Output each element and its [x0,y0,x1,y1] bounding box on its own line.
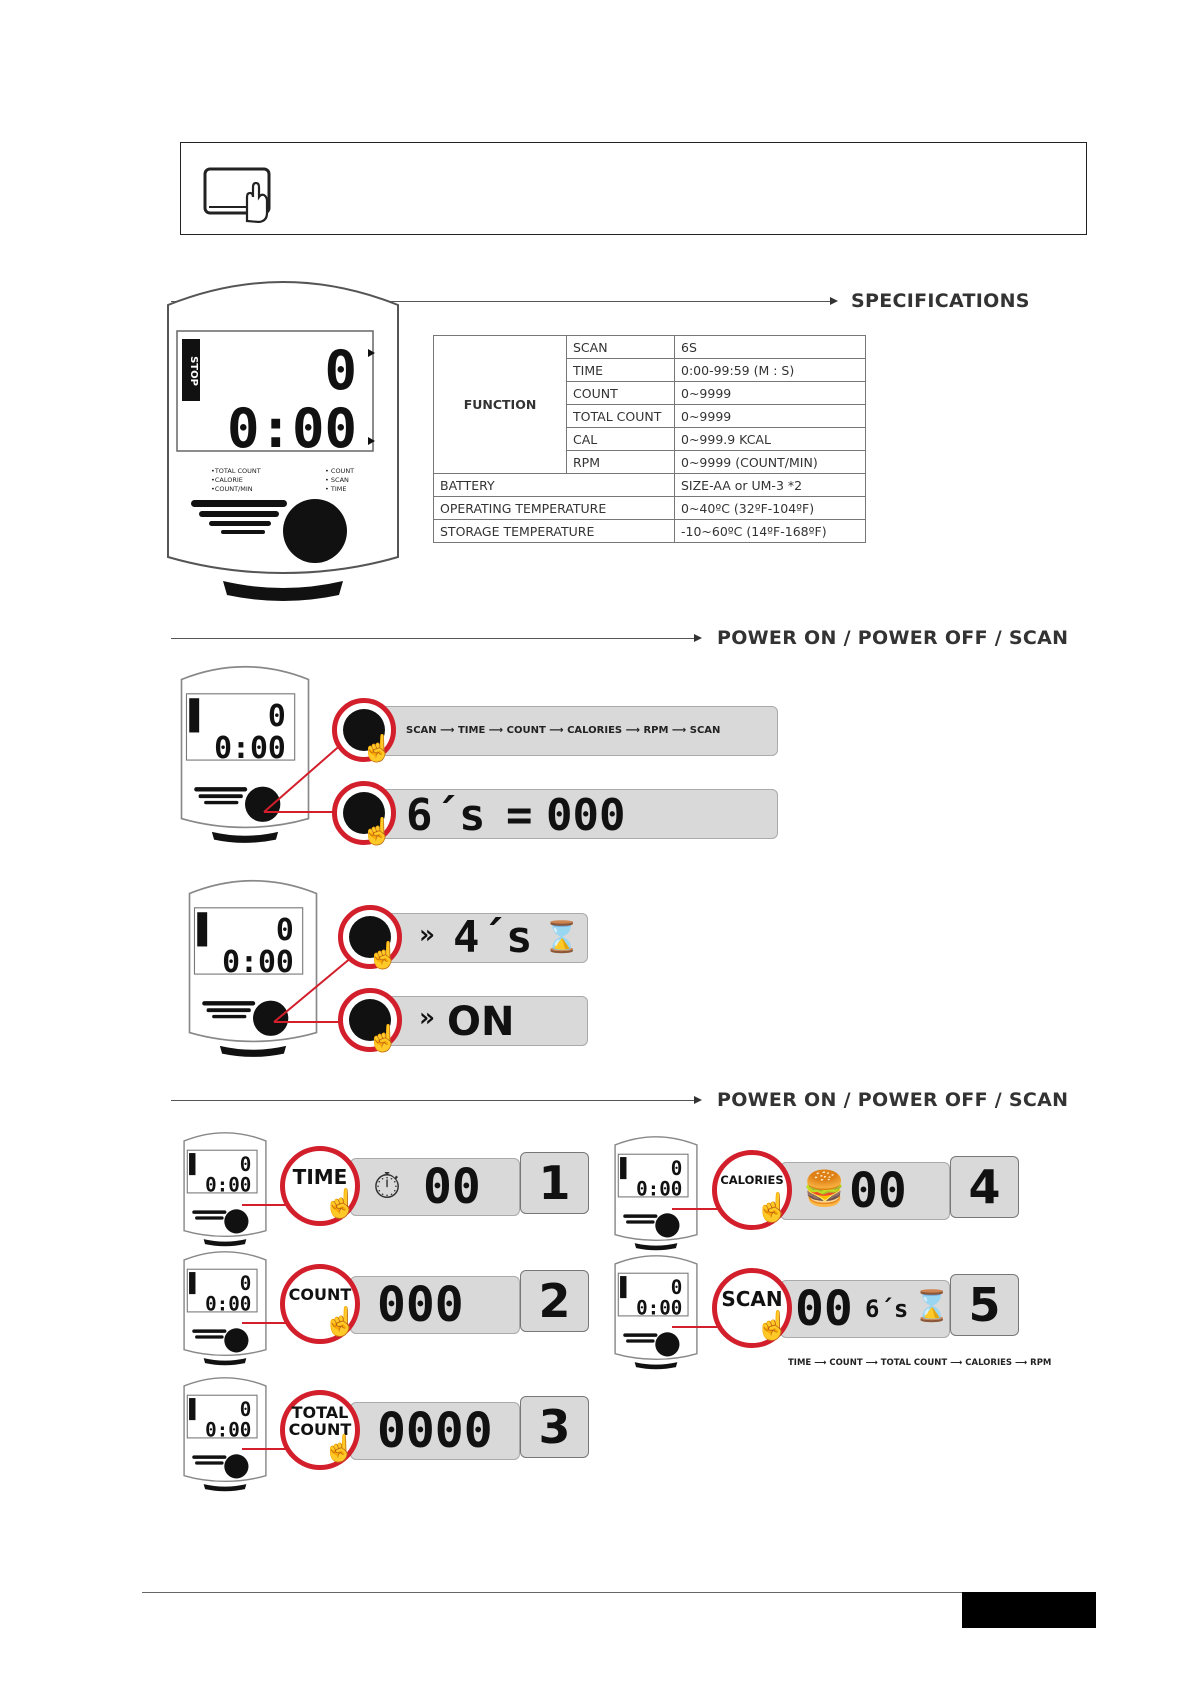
time-mode-bar [350,1158,520,1216]
time-mode-ring [280,1146,360,1226]
power-section-title: POWER ON / POWER OFF / SCAN [717,627,1069,649]
svg-text:0: 0 [670,1156,683,1180]
hand-pointer-icon: ☝ [367,940,400,970]
svg-text:0: 0 [239,1152,252,1176]
scan-mode-time: 6´s [865,1295,909,1323]
note-box [180,142,1087,235]
sequence-item: COUNT [829,1358,863,1368]
sequence-item: RPM [1030,1358,1052,1368]
spec-value: 0~9999 (COUNT/MIN) [675,451,866,474]
svg-text:0:00: 0:00 [214,730,286,766]
svg-text:0: 0 [670,1275,683,1299]
time-mode-value: 00 [423,1159,481,1215]
svg-text:0: 0 [275,912,294,948]
calories-mode-value: 00 [849,1163,907,1219]
mode-number: 4 [950,1156,1019,1218]
spec-name: CAL [567,428,675,451]
flow-item: SCAN [689,725,721,736]
fast-forward-icon: » [419,920,435,950]
count-display: 0 [324,339,357,402]
svg-text:0:00: 0:00 [636,1296,683,1320]
svg-text:0: 0 [267,698,286,734]
label-scan: • SCAN [325,476,349,484]
off-time: 4´s [453,912,533,963]
specifications-title: SPECIFICATIONS [851,290,1030,312]
power-on-bar [382,996,588,1046]
stopwatch-icon: ⏱ [373,1165,402,1206]
equals-sign: = [506,790,533,841]
press-button-ring [338,905,402,969]
page-number-block [962,1592,1096,1628]
scan-flow-text: SCAN ⟶ TIME ⟶ COUNT ⟶ CALORIES ⟶ RPM ⟶ SCAN [406,725,721,736]
total-count-mode-value: 0000 [377,1403,493,1459]
function-label: FUNCTION [434,336,567,474]
spec-value: 0~9999 [675,405,866,428]
spec-name: RPM [567,451,675,474]
calories-mode-label: CALORIES [720,1173,784,1187]
device-button [283,499,347,563]
stop-label: STOP [188,356,199,386]
scan-flow-bar [375,706,778,756]
flow-item: SCAN [406,725,437,736]
on-text: ON [447,999,515,1045]
total-count-label-1: TOTAL [291,1403,349,1422]
total-count-label-2: COUNT [288,1420,352,1439]
device-mini-illustration [613,1254,699,1370]
section-rule [171,1100,695,1101]
label-calorie: •CALORIE [211,476,243,484]
arrow-icon [694,1096,702,1104]
svg-text:0:00: 0:00 [205,1292,252,1316]
count-mode-ring [280,1264,360,1344]
fast-forward-icon: » [419,1003,435,1033]
svg-text:0:00: 0:00 [205,1173,252,1197]
hourglass-icon: ⌛ [543,921,581,954]
mode-number: 1 [520,1152,589,1214]
spec-value: 6S [675,336,866,359]
spec-name: OPERATING TEMPERATURE [434,497,675,520]
press-button-ring [332,781,396,845]
reset-bar [375,789,778,839]
hand-pointer-icon: ☝ [323,1433,356,1463]
device-mini-illustration [182,1376,268,1492]
hand-pointer-icon: ☝ [361,816,394,846]
flow-item: CALORIES [567,725,623,736]
spec-table [433,335,866,543]
time-mode-label: TIME [292,1165,348,1189]
svg-text:0:00: 0:00 [222,944,294,980]
flow-item: TIME [457,725,486,736]
spec-name: TIME [567,359,675,382]
count-mode-label: COUNT [288,1285,352,1304]
spec-name: STORAGE TEMPERATURE [434,520,675,543]
spec-name: SCAN [567,336,675,359]
device-mini-illustration [182,1131,268,1247]
spec-value: 0~40ºC (32ºF-104ºF) [675,497,866,520]
total-count-mode-bar [350,1402,520,1460]
spec-name: COUNT [567,382,675,405]
time-display: 0:00 [226,397,357,460]
spec-value: 0:00-99:59 (M : S) [675,359,866,382]
hand-pointer-icon: ☝ [323,1188,358,1219]
burger-icon: 🍔 [803,1170,846,1208]
sequence-item: TIME [788,1358,812,1368]
power-off-bar [382,913,588,963]
sequence-item: TOTAL COUNT [880,1358,948,1368]
svg-text:0: 0 [239,1397,252,1421]
hourglass-icon: ⌛ [913,1290,951,1323]
spec-name: TOTAL COUNT [567,405,675,428]
device-mini-illustration [182,1250,268,1366]
scan-mode-label: SCAN [721,1287,783,1311]
flow-item: COUNT [506,725,546,736]
scan-mode-value: 00 [795,1281,853,1337]
arrow-icon [830,297,838,305]
press-button-ring [332,698,396,762]
svg-text:0:00: 0:00 [205,1418,252,1442]
hand-pointer-icon: ☝ [755,1310,790,1341]
footer-rule [142,1592,1096,1593]
spec-value: SIZE-AA or UM-3 *2 [675,474,866,497]
spec-value: 0~9999 [675,382,866,405]
device-mini-illustration [613,1135,699,1251]
arrow-icon [694,634,702,642]
label-count-min: •COUNT/MIN [211,485,253,493]
hand-pointer-icon: ☝ [323,1306,358,1337]
count-mode-value: 000 [377,1277,464,1333]
scan-sequence: TIME ⟶ COUNT ⟶ TOTAL COUNT ⟶ CALORIES ⟶ RPM [788,1358,1052,1368]
hand-pointer-icon: ☝ [755,1192,790,1223]
spec-value: 0~999.9 KCAL [675,428,866,451]
spec-value: -10~60ºC (14ºF-168ºF) [675,520,866,543]
scan-mode-ring [712,1268,792,1348]
modes-section-title: POWER ON / POWER OFF / SCAN [717,1089,1069,1111]
svg-text:0:00: 0:00 [636,1177,683,1201]
label-total-count: •TOTAL COUNT [211,467,261,475]
touch-screen-icon [203,167,275,223]
scan-mode-bar [780,1280,950,1338]
total-count-mode-ring [280,1390,360,1470]
svg-text:0: 0 [239,1271,252,1295]
count-mode-bar [350,1276,520,1334]
label-time: • TIME [325,485,347,493]
section-rule [171,638,695,639]
label-count: • COUNT [325,467,355,475]
sequence-item: CALORIES [965,1358,1013,1368]
press-button-ring [338,988,402,1052]
calories-mode-bar [780,1162,950,1220]
mode-number: 2 [520,1270,589,1332]
reset-value: 000 [546,790,626,841]
hand-pointer-icon: ☝ [361,733,394,763]
mode-number: 3 [520,1396,589,1458]
reset-time: 6´s [406,790,486,841]
device-illustration [163,277,403,603]
spec-name: BATTERY [434,474,675,497]
mode-number: 5 [950,1274,1019,1336]
hand-pointer-icon: ☝ [367,1023,400,1053]
flow-item: RPM [643,725,669,736]
calories-mode-ring [712,1150,792,1230]
